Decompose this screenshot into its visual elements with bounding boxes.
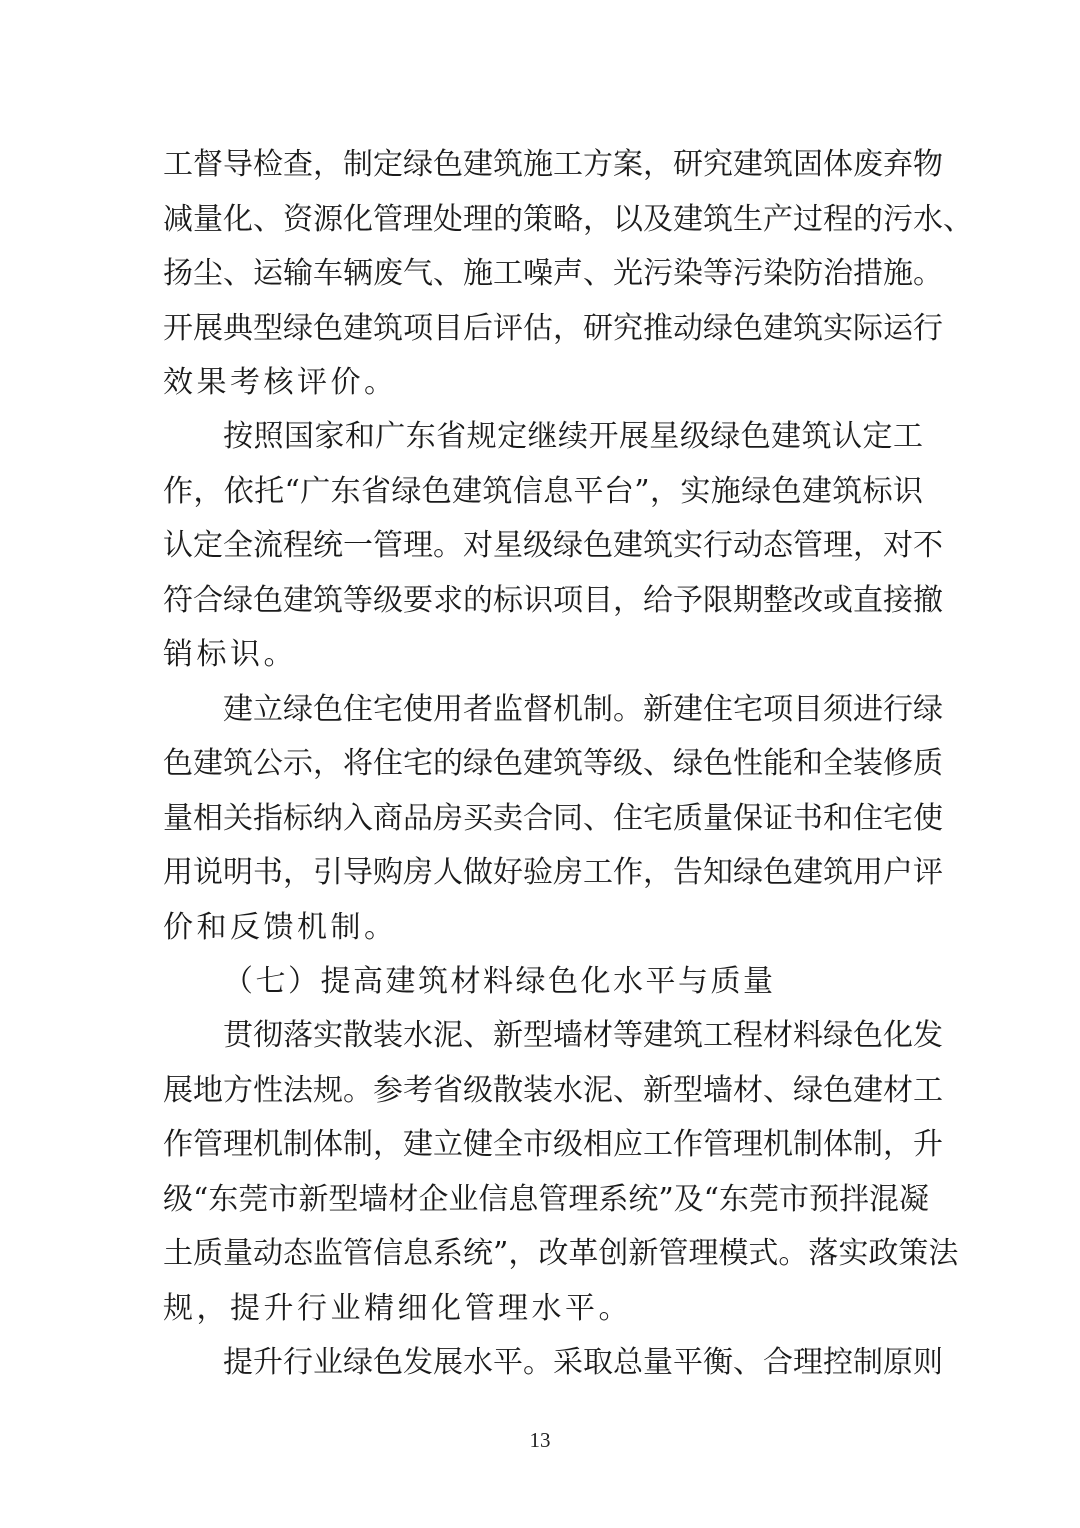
section-heading: （七）提高建筑材料绿色化水平与质量 bbox=[223, 964, 776, 999]
text-line: 符合绿色建筑等级要求的标识项目，给予限期整改或直接撤 bbox=[163, 583, 943, 618]
page-number: 13 bbox=[529, 1428, 551, 1452]
text-line: 工督导检查，制定绿色建筑施工方案，研究建筑固体废弃物 bbox=[163, 147, 943, 182]
text-line: 级“东莞市新型墙材企业信息管理系统”及“东莞市预拌混凝 bbox=[163, 1182, 930, 1217]
text-line: 销标识。 bbox=[163, 637, 297, 672]
text-line: 价和反馈机制。 bbox=[163, 910, 398, 945]
paragraph-first-line: 提升行业绿色发展水平。采取总量平衡、合理控制原则 bbox=[223, 1345, 943, 1380]
paragraph-first-line: 建立绿色住宅使用者监督机制。新建住宅项目须进行绿 bbox=[223, 692, 943, 727]
text-line: 扬尘、运输车辆废气、施工噪声、光污染等污染防治措施。 bbox=[163, 256, 943, 291]
text-line: 作，依托“广东省绿色建筑信息平台”，实施绿色建筑标识 bbox=[163, 474, 923, 509]
text-line: 用说明书，引导购房人做好验房工作，告知绿色建筑用户评 bbox=[163, 855, 943, 890]
text-line: 减量化、资源化管理处理的策略，以及建筑生产过程的污水、 bbox=[163, 202, 973, 237]
text-line: 规，提升行业精细化管理水平。 bbox=[163, 1291, 632, 1326]
text-line: 色建筑公示，将住宅的绿色建筑等级、绿色性能和全装修质 bbox=[163, 746, 943, 781]
text-line: 展地方性法规。参考省级散装水泥、新型墙材、绿色建材工 bbox=[163, 1073, 943, 1108]
text-line: 效果考核评价。 bbox=[163, 365, 398, 400]
text-line: 作管理机制体制，建立健全市级相应工作管理机制体制，升 bbox=[163, 1127, 943, 1162]
text-line: 土质量动态监管信息系统”，改革创新管理模式。落实政策法 bbox=[163, 1236, 959, 1271]
text-line: 认定全流程统一管理。对星级绿色建筑实行动态管理，对不 bbox=[163, 528, 943, 563]
text-line: 量相关指标纳入商品房买卖合同、住宅质量保证书和住宅使 bbox=[163, 801, 943, 836]
paragraph-first-line: 贯彻落实散装水泥、新型墙材等建筑工程材料绿色化发 bbox=[223, 1018, 943, 1053]
paragraph-first-line: 按照国家和广东省规定继续开展星级绿色建筑认定工 bbox=[223, 419, 923, 454]
text-line: 开展典型绿色建筑项目后评估，研究推动绿色建筑实际运行 bbox=[163, 311, 943, 346]
